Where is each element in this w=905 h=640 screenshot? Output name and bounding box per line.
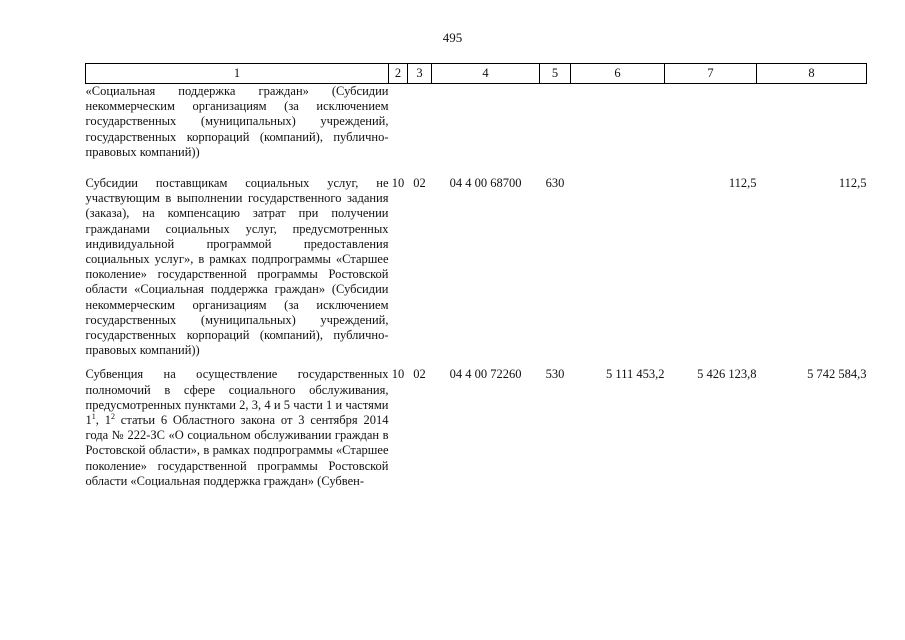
row-target: 04 4 00 72260 xyxy=(449,367,522,382)
row-target: 04 4 00 68700 xyxy=(449,176,522,191)
table-header-row xyxy=(86,64,867,84)
row-subsection xyxy=(408,84,432,177)
row-expense-type xyxy=(540,84,571,177)
col-header-amount-3: 8 xyxy=(757,64,867,84)
row-amount-2 xyxy=(665,84,757,177)
superscript-1: 1 xyxy=(91,411,96,421)
row-description: «Социальная поддержка граждан» (Субсидии некоммерческим организациям (за исключением государственных (муниципальных) учреждений, государственных корпораций (компаний), публично-правовых компаний)) xyxy=(85,84,389,159)
page-number: 495 xyxy=(442,30,463,45)
table-row xyxy=(86,367,867,489)
row-description-text: Субвенция на осуществление государственных полномочий в сфере социального обслуживания, предусмотренных пунктами 2, 3, 4 и 5 части 1 и частями 1 xyxy=(85,367,389,428)
col-header-expense-type: 5 xyxy=(540,64,571,84)
row-subsection: 02 xyxy=(413,367,426,382)
row-description-text: , 1 xyxy=(95,413,111,428)
row-expense-type: 630 xyxy=(545,176,565,191)
row-amount-1 xyxy=(571,176,665,367)
col-header-target: 4 xyxy=(432,64,540,84)
superscript-2: 2 xyxy=(110,411,115,421)
row-target xyxy=(432,84,540,177)
table-row xyxy=(86,176,867,367)
row-description-text: статьи 6 Областного закона от 3 сентября 2014 года № 222-ЗС «О социальном обслуживании граждан в Ростовской области», в рамках подпрограммы «Старшее поколение» государственной программы Ростовской области «Социальная поддержка граждан» (Субвен- xyxy=(85,413,389,488)
row-subsection: 02 xyxy=(413,176,426,191)
col-header-description: 1 xyxy=(86,64,389,84)
col-header-subsection: 3 xyxy=(408,64,432,84)
col-header-amount-2: 7 xyxy=(665,64,757,84)
row-amount-3: 112,5 xyxy=(838,176,867,191)
row-amount-2: 112,5 xyxy=(728,176,757,191)
budget-table xyxy=(85,63,867,489)
row-section: 10 xyxy=(391,176,405,191)
row-description: Субсидии поставщикам социальных услуг, не участвующим в выполнении государственного задания (заказа), на компенсацию затрат при получении гражданами социальных услуг, предусмотренных индивидуальной программой предоставления социальных услуг», в рамках подпрограммы «Старшее поколение» государственной программы Ростовской области «Социальная поддержка граждан» (Субсидии некоммерческим организациям (за исключением государственных (муниципальных) учреждений, государственных корпораций (компаний), публично-правовых компаний)) xyxy=(85,176,389,358)
row-section xyxy=(389,84,408,177)
row-amount-2: 5 426 123,8 xyxy=(697,367,757,382)
col-header-section: 2 xyxy=(389,64,408,84)
table-row xyxy=(86,84,867,177)
row-amount-3 xyxy=(757,84,867,177)
row-section: 10 xyxy=(391,367,405,382)
row-description xyxy=(86,367,389,489)
col-header-amount-1: 6 xyxy=(571,64,665,84)
row-amount-1: 5 111 453,2 xyxy=(606,367,665,382)
row-expense-type: 530 xyxy=(545,367,565,382)
row-amount-1 xyxy=(571,84,665,177)
row-amount-3: 5 742 584,3 xyxy=(807,367,867,382)
